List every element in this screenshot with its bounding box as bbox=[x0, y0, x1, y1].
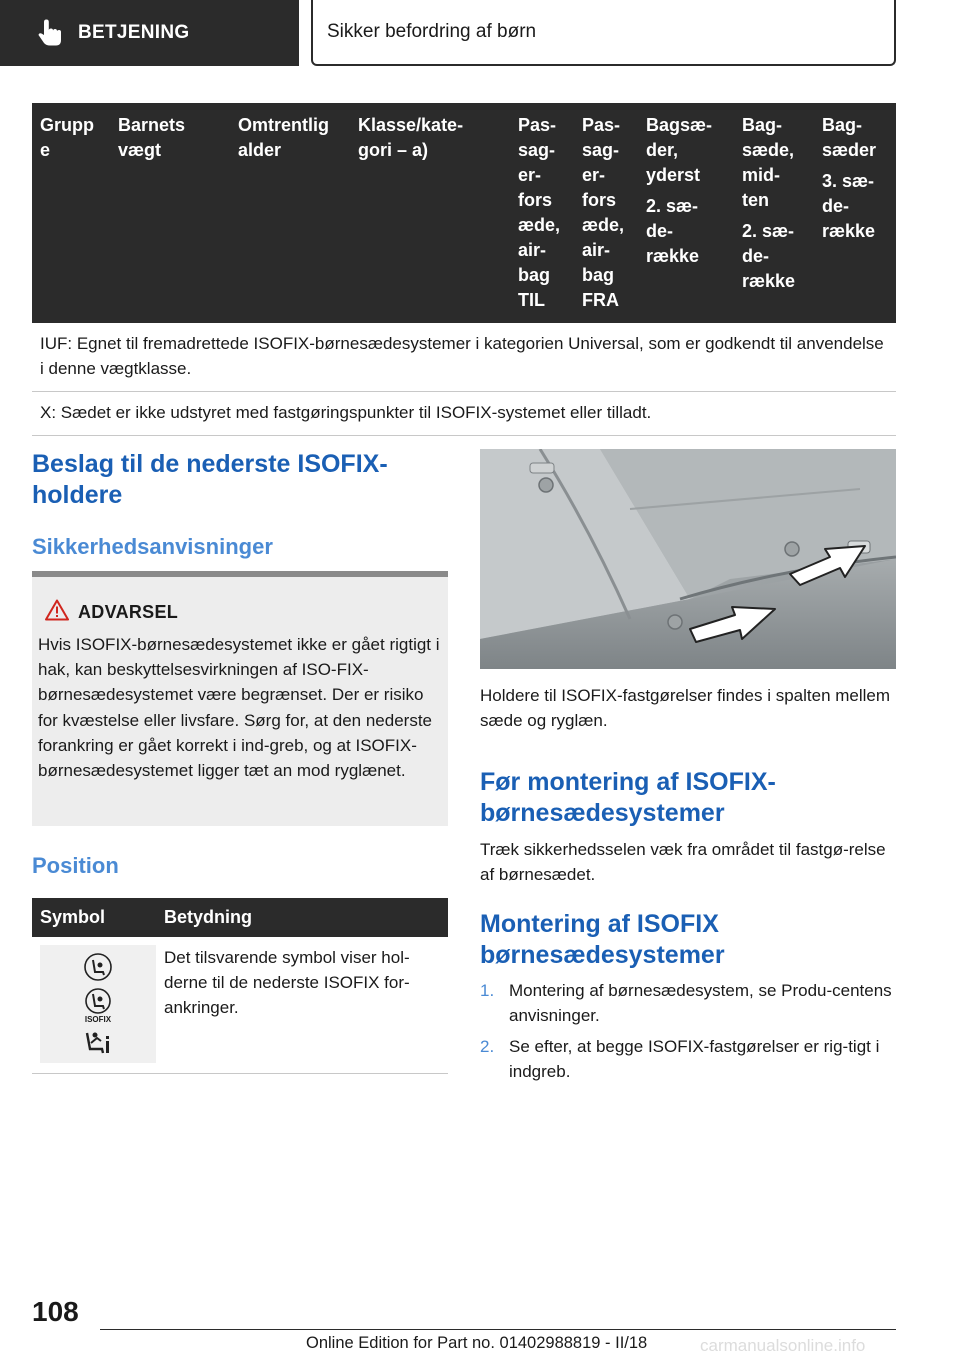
pointing-hand-icon bbox=[36, 18, 66, 48]
heading-before-mounting: Før montering af ISOFIX- børnesædesystemer bbox=[480, 768, 776, 827]
col-head bbox=[510, 103, 574, 323]
symbol-cell bbox=[32, 937, 156, 1074]
table-row bbox=[32, 323, 896, 392]
chapter-title: Sikker befordring af børn bbox=[327, 21, 537, 42]
symbol-table bbox=[32, 898, 448, 1074]
isofix-child-seat-info-icon bbox=[83, 1029, 113, 1057]
heading-safety: Sikkerhedsanvisninger bbox=[32, 534, 273, 559]
step-number: 1. bbox=[480, 981, 495, 1000]
mounting-steps bbox=[480, 978, 896, 1090]
isofix-photo bbox=[480, 449, 896, 669]
warning-body: Hvis ISOFIX-børnesædesystemet ikke er gået rigtigt i hak, kan beskyttelsesvirkningen af ISO-FIX-børnesædesystemet være begrænset. Der er risiko for kvæstelse eller livsfare. Sørg for, at den nederste forankring er gået korrekt i ind-greb, og at ISOFIX-børnesædesystemet ligger tæt an mod ryglænet. bbox=[38, 635, 440, 781]
isofix-seat-icon bbox=[83, 987, 113, 1015]
col-head-sub: 2. sæ- de- række bbox=[742, 221, 796, 291]
col-head bbox=[32, 103, 110, 323]
symbol-table-header bbox=[32, 898, 448, 937]
col-head bbox=[110, 103, 230, 323]
group-table bbox=[32, 103, 896, 436]
isofix-labeled-icon bbox=[83, 987, 113, 1024]
watermark: carmanualsonline.info bbox=[700, 1336, 866, 1355]
col-head bbox=[638, 103, 734, 323]
photo-caption: Holdere til ISOFIX-fastgørelser findes i spalten mellem sæde og ryglæn. bbox=[480, 686, 891, 730]
list-item bbox=[480, 978, 896, 1028]
col-head-text: Pas- sag- er- fors æde, air- bag TIL bbox=[518, 115, 561, 310]
col-symbol: Symbol bbox=[32, 898, 156, 937]
col-head-sub: 2. sæ- de- række bbox=[646, 196, 700, 266]
col-head-sub: 3. sæ- de- række bbox=[822, 171, 876, 241]
col-head-text: Bag- sæder bbox=[822, 115, 877, 160]
note-x: X: Sædet er ikke udstyret med fastgøringspunkter til ISOFIX-systemet eller tilladt. bbox=[32, 392, 896, 436]
list-item bbox=[480, 1034, 896, 1084]
group-table-header bbox=[32, 103, 896, 323]
col-head bbox=[350, 103, 510, 323]
col-head-text: Klasse/kate- gori – a) bbox=[358, 115, 464, 160]
col-head bbox=[814, 103, 896, 323]
warning-box bbox=[32, 571, 448, 826]
step-text: Montering af børnesædesystem, se Produ-centens anvisninger. bbox=[509, 981, 892, 1025]
footer-divider bbox=[100, 1329, 896, 1330]
col-head-text: Bagsæ- der, yderst bbox=[646, 115, 713, 185]
section-tab bbox=[0, 0, 299, 66]
page-header bbox=[0, 0, 960, 66]
before-mounting-text: Træk sikkerhedsselen væk fra området til fastgø-relse af børnesædet. bbox=[480, 840, 886, 884]
seat-photo-illustration bbox=[480, 449, 896, 669]
col-head-text: Grupp e bbox=[40, 115, 94, 160]
col-head-text: Pas- sag- er- fors æde, air- bag FRA bbox=[582, 115, 625, 310]
isofix-icon-label: ISOFIX bbox=[84, 1014, 112, 1024]
heading-mounting: Montering af ISOFIX børnesædesystemer bbox=[480, 910, 725, 969]
col-head bbox=[574, 103, 638, 323]
step-number: 2. bbox=[480, 1037, 495, 1056]
isofix-symbols bbox=[40, 945, 156, 1063]
warning-triangle-icon bbox=[45, 599, 69, 621]
section-title: BETJENING bbox=[78, 22, 190, 43]
col-head-text: Bag- sæde, mid- ten bbox=[742, 115, 795, 210]
col-head bbox=[230, 103, 350, 323]
table-row bbox=[32, 937, 448, 1074]
heading-isofix-holders: Beslag til de nederste ISOFIX- holdere bbox=[32, 450, 388, 509]
heading-position: Position bbox=[32, 853, 119, 878]
page-number: 108 bbox=[32, 1296, 79, 1327]
chapter-tab bbox=[311, 0, 896, 66]
footer-edition: Online Edition for Part no. 01402988819 - II/18 bbox=[306, 1334, 648, 1352]
col-meaning: Betydning bbox=[156, 898, 448, 937]
isofix-seat-icon bbox=[83, 952, 113, 982]
col-head-text: Barnets vægt bbox=[118, 115, 186, 160]
note-iuf: IUF: Egnet til fremadrettede ISOFIX-børnesædesystemer i kategorien Universal, som er godkendt til anvendelse i denne vægtklasse. bbox=[32, 323, 896, 392]
col-head bbox=[734, 103, 814, 323]
symbol-meaning: Det tilsvarende symbol viser hol-derne til de nederste ISOFIX for-ankringer. bbox=[156, 937, 448, 1074]
col-head-text: Omtrentlig alder bbox=[238, 115, 330, 160]
warning-title: ADVARSEL bbox=[78, 602, 179, 622]
table-row bbox=[32, 392, 896, 436]
step-text: Se efter, at begge ISOFIX-fastgørelser er rig-tigt i indgreb. bbox=[509, 1037, 880, 1081]
